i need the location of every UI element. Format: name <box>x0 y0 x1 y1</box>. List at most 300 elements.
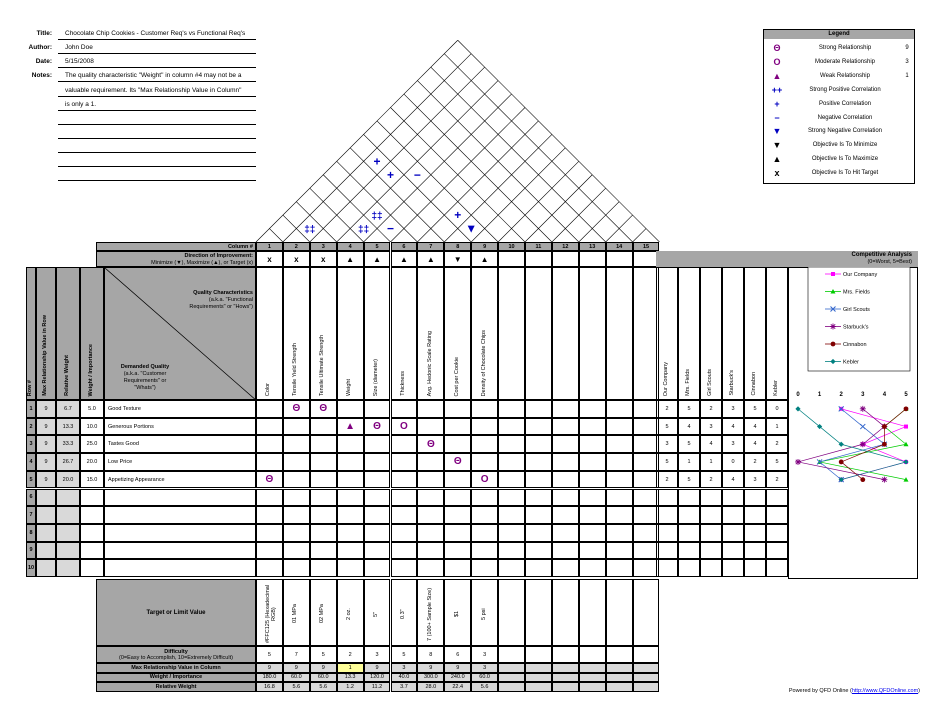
relationship-cell[interactable] <box>310 400 337 418</box>
relationship-cell[interactable] <box>525 542 552 560</box>
relationship-symbol: Θ <box>453 456 462 468</box>
relationship-cell[interactable] <box>444 435 471 453</box>
relationship-cell[interactable] <box>256 435 283 453</box>
weight-imp-value: 40.0 <box>398 674 410 681</box>
competitor-score[interactable] <box>700 400 722 418</box>
rule <box>58 124 256 125</box>
weight-imp-label-cell <box>96 673 256 683</box>
relationship-cell[interactable] <box>283 400 310 418</box>
relationship-cell[interactable] <box>552 489 579 507</box>
relationship-cell[interactable] <box>525 559 552 577</box>
relationship-cell[interactable] <box>417 559 444 577</box>
date-value[interactable]: 5/15/2008 <box>65 58 94 65</box>
competitor-score[interactable] <box>678 471 700 489</box>
competitor-score[interactable] <box>722 435 744 453</box>
competitor-score[interactable] <box>766 559 788 577</box>
relationship-cell[interactable] <box>283 559 310 577</box>
rel-weight-col-value: 5.6 <box>480 683 489 690</box>
relationship-cell[interactable] <box>606 418 633 436</box>
legend-item-label: Objective Is To Hit Target <box>811 170 879 177</box>
qfd-online-link[interactable]: http://www.QFDOnline.com <box>851 688 919 694</box>
relationship-cell[interactable] <box>310 506 337 524</box>
competitor-score[interactable] <box>678 418 700 436</box>
relationship-cell[interactable] <box>391 435 418 453</box>
row-weight <box>80 418 104 436</box>
relationship-cell[interactable] <box>283 489 310 507</box>
row-number-header <box>26 267 36 400</box>
relationship-cell[interactable] <box>552 400 579 418</box>
competitor-score[interactable] <box>700 542 722 560</box>
rel-weight-col-value: 28.0 <box>425 683 437 690</box>
relationship-cell[interactable] <box>606 453 633 471</box>
competitor-score[interactable] <box>744 506 766 524</box>
relationship-cell[interactable] <box>498 435 525 453</box>
relationship-cell[interactable] <box>310 489 337 507</box>
relationship-cell[interactable] <box>498 542 525 560</box>
competitor-score[interactable] <box>656 506 678 524</box>
series-line <box>841 409 906 480</box>
relationship-cell[interactable] <box>579 506 606 524</box>
relationship-cell[interactable] <box>498 506 525 524</box>
powered-by <box>740 688 920 694</box>
relationship-cell[interactable] <box>417 471 444 489</box>
target-3 <box>310 579 337 646</box>
competitor-score-text: 3 <box>731 405 735 412</box>
data-point <box>839 460 844 465</box>
roof-correlation-symbol: ‡‡ <box>371 211 383 223</box>
author-value[interactable]: John Doe <box>65 44 93 51</box>
relationship-cell[interactable] <box>337 471 364 489</box>
relationship-cell[interactable] <box>256 400 283 418</box>
competitor-score[interactable] <box>678 559 700 577</box>
competitor-score-text: 5 <box>753 405 757 412</box>
target-6 <box>391 579 418 646</box>
competitor-header-6 <box>766 267 788 400</box>
relationship-cell[interactable] <box>283 524 310 542</box>
relationship-cell[interactable] <box>310 471 337 489</box>
scale-tick: 3 <box>861 392 865 398</box>
relationship-cell[interactable] <box>471 435 498 453</box>
relationship-cell[interactable] <box>256 453 283 471</box>
relationship-cell[interactable] <box>579 559 606 577</box>
competitor-score[interactable] <box>678 489 700 507</box>
difficulty-13 <box>579 646 606 663</box>
relationship-cell[interactable] <box>364 489 391 507</box>
relationship-cell[interactable] <box>391 524 418 542</box>
row-max-text: 9 <box>44 476 48 483</box>
direction-cell-10 <box>498 251 525 267</box>
competitor-score[interactable] <box>700 435 722 453</box>
relationship-cell[interactable] <box>417 489 444 507</box>
relationship-cell[interactable] <box>391 489 418 507</box>
relationship-cell[interactable] <box>391 471 418 489</box>
max-col-value: 9 <box>456 664 460 671</box>
relationship-cell[interactable] <box>337 506 364 524</box>
scale-tick: 5 <box>904 392 908 398</box>
rel-weight-col-15 <box>633 682 660 692</box>
relationship-cell[interactable] <box>606 471 633 489</box>
competitor-score-text: 2 <box>665 405 669 412</box>
characteristic-text: Color <box>265 382 272 396</box>
relationship-cell[interactable] <box>579 471 606 489</box>
relationship-cell[interactable] <box>471 506 498 524</box>
row-relative-weight <box>56 489 80 507</box>
relationship-cell[interactable] <box>498 471 525 489</box>
relationship-cell[interactable] <box>364 471 391 489</box>
relationship-cell[interactable] <box>337 418 364 436</box>
competitor-score[interactable] <box>656 435 678 453</box>
negative-correlation-icon: − <box>774 112 780 123</box>
powered-prefix: Powered by QFD Online ( <box>788 688 852 694</box>
relationship-cell[interactable] <box>364 524 391 542</box>
row-max-relationship <box>36 524 56 542</box>
relationship-cell[interactable] <box>256 489 283 507</box>
relationship-cell[interactable] <box>337 400 364 418</box>
relationship-cell[interactable] <box>498 418 525 436</box>
relative-weight-header <box>56 267 80 400</box>
relationship-cell[interactable] <box>256 418 283 436</box>
competitor-score[interactable] <box>656 542 678 560</box>
difficulty-5 <box>364 646 391 663</box>
relationship-cell[interactable] <box>498 400 525 418</box>
competitor-score[interactable] <box>700 489 722 507</box>
relationship-cell[interactable] <box>552 524 579 542</box>
relationship-cell[interactable] <box>417 524 444 542</box>
competitor-score[interactable] <box>722 400 744 418</box>
roof-line <box>417 121 538 242</box>
max-col-2 <box>283 663 310 673</box>
legend-item-label: Weak Relationship <box>820 72 870 79</box>
target-text: 7 (100+ Sample Size) <box>426 587 433 641</box>
relationship-cell[interactable] <box>525 489 552 507</box>
relationship-cell[interactable] <box>310 435 337 453</box>
relationship-cell[interactable] <box>256 542 283 560</box>
competitor-score[interactable] <box>656 453 678 471</box>
competitor-score[interactable] <box>700 506 722 524</box>
competitor-score[interactable] <box>722 489 744 507</box>
competitor-score[interactable] <box>722 471 744 489</box>
relationship-cell[interactable] <box>391 542 418 560</box>
roof-correlation-symbol: + <box>373 154 381 169</box>
relationship-cell[interactable] <box>579 489 606 507</box>
competitor-score[interactable] <box>656 524 678 542</box>
relationship-cell[interactable] <box>552 542 579 560</box>
competitor-score[interactable] <box>722 559 744 577</box>
relationship-cell[interactable] <box>283 418 310 436</box>
weight-imp-14 <box>606 673 633 683</box>
competitor-score[interactable] <box>744 435 766 453</box>
relationship-cell[interactable] <box>525 435 552 453</box>
weight-imp-value: 60.0 <box>290 674 302 681</box>
competitor-score[interactable] <box>656 418 678 436</box>
data-point <box>860 424 865 429</box>
relationship-cell[interactable] <box>444 524 471 542</box>
relationship-cell[interactable] <box>364 506 391 524</box>
relationship-cell[interactable] <box>256 506 283 524</box>
competitor-score[interactable] <box>722 453 744 471</box>
relationship-cell[interactable] <box>417 400 444 418</box>
competitor-name: Kebler <box>773 380 779 396</box>
target-icon: x <box>774 168 780 179</box>
row-number <box>26 542 36 560</box>
relationship-cell[interactable] <box>337 453 364 471</box>
target-5 <box>364 579 391 646</box>
relationship-cell[interactable] <box>310 418 337 436</box>
competitor-score[interactable] <box>656 489 678 507</box>
relationship-cell[interactable] <box>444 489 471 507</box>
rel-weight-col-2 <box>283 682 310 692</box>
competitor-score[interactable] <box>678 435 700 453</box>
relationship-cell[interactable] <box>525 418 552 436</box>
relationship-cell[interactable] <box>525 400 552 418</box>
demanded-quality-text[interactable]: Generous Portions <box>108 423 154 430</box>
competitor-score[interactable] <box>700 418 722 436</box>
relationship-cell[interactable] <box>525 506 552 524</box>
relationship-cell[interactable] <box>444 471 471 489</box>
relationship-symbol: Θ <box>319 403 328 415</box>
demanded-quality-text[interactable]: Good Texture <box>108 405 141 412</box>
relationship-cell[interactable] <box>552 506 579 524</box>
demanded-quality-text[interactable]: Low Price <box>108 458 133 465</box>
relationship-cell[interactable] <box>391 400 418 418</box>
competitor-score[interactable] <box>744 559 766 577</box>
relationship-cell[interactable] <box>444 559 471 577</box>
relationship-cell[interactable] <box>283 506 310 524</box>
legend-title: Legend <box>764 30 914 39</box>
relationship-cell[interactable] <box>606 435 633 453</box>
competitor-score[interactable] <box>744 471 766 489</box>
relationship-cell[interactable] <box>256 471 283 489</box>
relationship-cell[interactable] <box>391 559 418 577</box>
relationship-cell[interactable] <box>391 418 418 436</box>
notes-line-2[interactable]: valuable requirement. Its "Max Relationship Value in Column" <box>65 87 242 94</box>
demanded-demanded_sub3: "Whats") <box>134 385 156 391</box>
relationship-cell[interactable] <box>310 559 337 577</box>
relationship-cell[interactable] <box>606 524 633 542</box>
relationship-cell[interactable] <box>606 506 633 524</box>
relationship-cell[interactable] <box>256 559 283 577</box>
row-weight-text: 20.0 <box>86 458 98 465</box>
max-col-label: Max Relationship Value in Column <box>131 664 221 671</box>
relationship-cell[interactable] <box>337 489 364 507</box>
relationship-cell[interactable] <box>364 418 391 436</box>
competitor-score[interactable] <box>766 506 788 524</box>
relationship-cell[interactable] <box>391 506 418 524</box>
relationship-cell[interactable] <box>310 524 337 542</box>
competitor-score[interactable] <box>700 524 722 542</box>
relationship-cell[interactable] <box>579 524 606 542</box>
relationship-cell[interactable] <box>337 542 364 560</box>
difficulty-1 <box>256 646 283 663</box>
relationship-cell[interactable] <box>552 559 579 577</box>
target-14 <box>606 579 633 646</box>
relationship-cell[interactable] <box>498 524 525 542</box>
competitor-score[interactable] <box>766 471 788 489</box>
relationship-cell[interactable] <box>606 542 633 560</box>
relationship-cell[interactable] <box>444 506 471 524</box>
competitor-score[interactable] <box>766 524 788 542</box>
competitor-score[interactable] <box>766 435 788 453</box>
competitor-score[interactable] <box>700 559 722 577</box>
series-legend-frame <box>808 267 910 371</box>
relationship-cell[interactable] <box>283 435 310 453</box>
roof-line <box>633 229 646 242</box>
relationship-cell[interactable] <box>579 453 606 471</box>
title-label: Title: <box>36 30 52 37</box>
competitor-score[interactable] <box>678 400 700 418</box>
column-number-12 <box>552 242 579 251</box>
competitor-score[interactable] <box>744 418 766 436</box>
relationship-cell[interactable] <box>525 453 552 471</box>
difficulty-11 <box>525 646 552 663</box>
competitor-score-text: 2 <box>709 476 713 483</box>
relationship-cell[interactable] <box>606 489 633 507</box>
relationship-cell[interactable] <box>444 418 471 436</box>
competitor-score[interactable] <box>678 542 700 560</box>
competitive-top-spacer <box>656 242 918 251</box>
demanded-quality-text[interactable]: Appetizing Appearance <box>108 476 165 483</box>
direction-cell-3 <box>310 251 337 267</box>
max-col-4 <box>337 663 364 673</box>
competitor-score[interactable] <box>722 418 744 436</box>
column-number-text: 10 <box>508 243 515 250</box>
direction-sub: Minimize (▼), Maximize (▲), or Target (x) <box>151 260 253 266</box>
competitor-score[interactable] <box>656 559 678 577</box>
relationship-cell[interactable] <box>444 400 471 418</box>
rule <box>58 53 256 54</box>
relationship-cell[interactable] <box>606 400 633 418</box>
relationship-cell[interactable] <box>471 418 498 436</box>
relationship-cell[interactable] <box>337 435 364 453</box>
relationship-cell[interactable] <box>310 542 337 560</box>
legend-item-value: 3 <box>905 58 909 65</box>
competitor-score[interactable] <box>700 471 722 489</box>
relationship-cell[interactable] <box>364 559 391 577</box>
demanded-quality-row <box>104 435 256 453</box>
relationship-cell[interactable] <box>417 453 444 471</box>
row-rel-text: 33.3 <box>62 441 74 448</box>
relationship-cell[interactable] <box>364 400 391 418</box>
demanded-quality-text[interactable]: Tastes Good <box>108 441 139 448</box>
competitor-score[interactable] <box>766 453 788 471</box>
competitor-score[interactable] <box>766 489 788 507</box>
title-value[interactable]: Chocolate Chip Cookies - Customer Req's vs Functional Req's <box>65 30 246 37</box>
characteristic-7 <box>417 267 444 400</box>
weight-imp-10 <box>498 673 525 683</box>
relationship-cell[interactable] <box>471 471 498 489</box>
relationship-cell[interactable] <box>606 559 633 577</box>
relationship-cell[interactable] <box>337 559 364 577</box>
column-number-text: 9 <box>483 243 487 250</box>
relationship-cell[interactable] <box>471 542 498 560</box>
competitor-score[interactable] <box>744 400 766 418</box>
row-max-relationship <box>36 506 56 524</box>
relationship-cell[interactable] <box>471 524 498 542</box>
column-number-text: 13 <box>589 243 596 250</box>
competitor-score[interactable] <box>744 489 766 507</box>
relationship-cell[interactable] <box>444 453 471 471</box>
direction-symbol: ▼ <box>453 254 462 264</box>
notes-line-3[interactable]: is only a 1. <box>65 101 97 108</box>
relationship-cell[interactable] <box>391 453 418 471</box>
relationship-cell[interactable] <box>337 524 364 542</box>
notes-line-1[interactable]: The quality characteristic "Weight" in column #4 may not be a <box>65 72 242 79</box>
relationship-cell[interactable] <box>256 524 283 542</box>
relationship-cell[interactable] <box>310 453 337 471</box>
relationship-cell[interactable] <box>283 542 310 560</box>
competitor-score[interactable] <box>766 418 788 436</box>
relationship-cell[interactable] <box>498 559 525 577</box>
competitor-score[interactable] <box>766 542 788 560</box>
relationship-cell[interactable] <box>364 435 391 453</box>
competitor-score[interactable] <box>744 524 766 542</box>
relationship-cell[interactable] <box>498 489 525 507</box>
relationship-cell[interactable] <box>417 435 444 453</box>
weight-imp-15 <box>633 673 660 683</box>
weight-importance-header-text: Weight / Importance <box>88 343 94 396</box>
competitor-score[interactable] <box>678 506 700 524</box>
relationship-cell[interactable] <box>417 506 444 524</box>
competitor-score[interactable] <box>722 524 744 542</box>
competitor-score-text: 4 <box>709 441 713 448</box>
competitor-score[interactable] <box>678 453 700 471</box>
relationship-cell[interactable] <box>579 542 606 560</box>
competitor-score[interactable] <box>678 524 700 542</box>
relationship-cell[interactable] <box>525 524 552 542</box>
relationship-cell[interactable] <box>417 542 444 560</box>
relationship-cell[interactable] <box>364 453 391 471</box>
correlation-roof <box>250 0 670 242</box>
relationship-cell[interactable] <box>498 453 525 471</box>
relationship-cell[interactable] <box>579 400 606 418</box>
competitor-score[interactable] <box>744 453 766 471</box>
relationship-cell[interactable] <box>283 453 310 471</box>
row-number <box>26 506 36 524</box>
relationship-cell[interactable] <box>364 542 391 560</box>
competitor-header-3 <box>700 267 722 400</box>
relationship-cell[interactable] <box>471 400 498 418</box>
relationship-cell[interactable] <box>471 453 498 471</box>
relationship-cell[interactable] <box>444 542 471 560</box>
competitor-score[interactable] <box>766 400 788 418</box>
competitor-score[interactable] <box>722 542 744 560</box>
relationship-cell[interactable] <box>417 418 444 436</box>
row-number <box>26 489 36 507</box>
legend-item-label: Objective Is To Maximize <box>811 156 879 163</box>
competitor-score[interactable] <box>656 400 678 418</box>
relationship-cell[interactable] <box>552 471 579 489</box>
competitor-score[interactable] <box>744 542 766 560</box>
legend-item <box>764 166 914 180</box>
competitor-score[interactable] <box>656 471 678 489</box>
relationship-cell[interactable] <box>471 559 498 577</box>
relationship-cell[interactable] <box>552 418 579 436</box>
relationship-cell[interactable] <box>552 435 579 453</box>
competitor-score[interactable] <box>722 506 744 524</box>
relationship-cell[interactable] <box>525 471 552 489</box>
relationship-cell[interactable] <box>552 453 579 471</box>
relationship-cell[interactable] <box>579 435 606 453</box>
relationship-cell[interactable] <box>579 418 606 436</box>
series-legend-marker <box>830 324 836 330</box>
relationship-cell[interactable] <box>471 489 498 507</box>
column-number-6 <box>391 242 418 251</box>
competitor-score[interactable] <box>700 453 722 471</box>
row-weight <box>80 400 104 418</box>
weight-imp-value: 300.0 <box>423 674 438 681</box>
relationship-cell[interactable] <box>283 471 310 489</box>
relative-weight-header-text: Relative Weight <box>64 355 70 396</box>
